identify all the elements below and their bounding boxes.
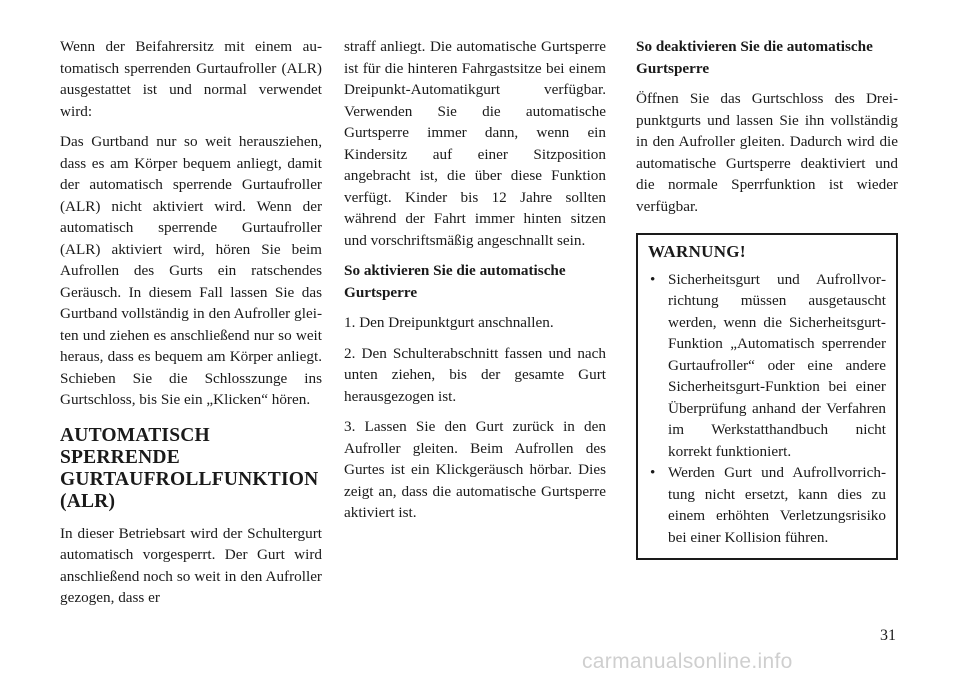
page-number: 31 (880, 627, 896, 644)
paragraph: In dieser Betriebsart wird der Schultergurt automatisch vorgesperrt. Der Gurt wird anschließend noch so weit in den Aufroller gezogen, dass er (60, 524, 322, 606)
warning-title: WARNUNG! (648, 242, 746, 261)
paragraph: Wenn der Beifahrersitz mit einem automatisch sperrenden Gurtaufroller (ALR) ausgestattet ist und normal verwendet wird: (60, 38, 322, 120)
warning-item-text: Werden Gurt und Aufrollvorrichtung nicht ersetzt, kann dies zu einem erhöhten Verletzungsrisiko bei einer Kollision führen. (668, 464, 886, 546)
watermark: carmanualsonline.info (582, 650, 793, 673)
paragraph: straff anliegt. Die automatische Gurtsperre ist für die hinteren Fahrgastsitze bei einem Dreipunkt-Automatikgurt verfügbar. Verwenden Sie die automatische Gurtsperre immer dann, wenn ein Kindersitz auf einer Sitzposition angebracht ist, die über diese Funktion verfügt. Kinder bis 12 Jahre sollten während der Fahrt immer hinten sitzen und vorschriftsmäßig angeschnallt sein. (344, 38, 606, 249)
bullet-icon: • (650, 464, 656, 481)
column-middle (344, 36, 606, 533)
warning-item (648, 462, 886, 548)
section-heading: AUTOMATISCH SPERRENDE GURTAUFROLLFUNKTION (ALR) (60, 424, 319, 512)
step-item: 3. Lassen Sie den Gurt zurück in den Aufroller gleiten. Beim Aufrollen des Gurtes ist ein Klickgeräusch hörbar. Dies zeigt an, dass die automatische Gurtsperre aktiviert ist. (344, 418, 606, 521)
subheading-deactivate: So deaktivieren Sie die automatische Gurtsperre (636, 38, 873, 77)
warning-list (648, 269, 886, 549)
warning-item-text: Sicherheitsgurt und Aufrollvorrichtung müssen ausgetauscht werden, wenn die Sicherheitsgurt-Funktion „Automatisch sperrender Gurtaufroller“ oder eine andere Sicherheitsgurt-Funktion bei einer Überprüfung anhand der Verfahren im Werkstatthandbuch nicht korrekt funktioniert. (668, 270, 886, 460)
column-right (636, 36, 898, 560)
warning-box (636, 233, 898, 560)
subheading-activate: So aktivieren Sie die automatische Gurtsperre (344, 262, 566, 301)
step-item: 1. Den Dreipunktgurt anschnallen. (344, 314, 554, 331)
column-left (60, 36, 322, 618)
paragraph: Das Gurtband nur so weit herausziehen, dass es am Körper bequem anliegt, damit der automatisch sperrende Gurtaufroller (ALR) nicht aktiviert wird. Wenn der automatisch sperrende Gurtaufroller (ALR) aktiviert wird, hören Sie beim Aufrollen des Gurts ein ratschendes Geräusch. In diesem Fall lassen Sie das Gurtband vollständig in den Aufroller gleiten und ziehen es anschließend nur so weit heraus, dass es bequem am Körper anliegt. Schieben Sie die Schlosszunge ins Gurtschloss, bis Sie ein „Klicken“ hören. (60, 133, 322, 408)
bullet-icon: • (650, 270, 656, 288)
paragraph: Öffnen Sie das Gurtschloss des Dreipunktgurts und lassen Sie ihn vollständig in den Aufroller gleiten. Dadurch wird die automatische Gurtsperre deaktiviert und die normale Sperrfunktion ist wieder verfügbar. (636, 90, 898, 215)
step-item: 2. Den Schulterabschnitt fassen und nach unten ziehen, bis der gesamte Gurt herausgezogen ist. (344, 344, 606, 405)
warning-item (648, 269, 886, 463)
